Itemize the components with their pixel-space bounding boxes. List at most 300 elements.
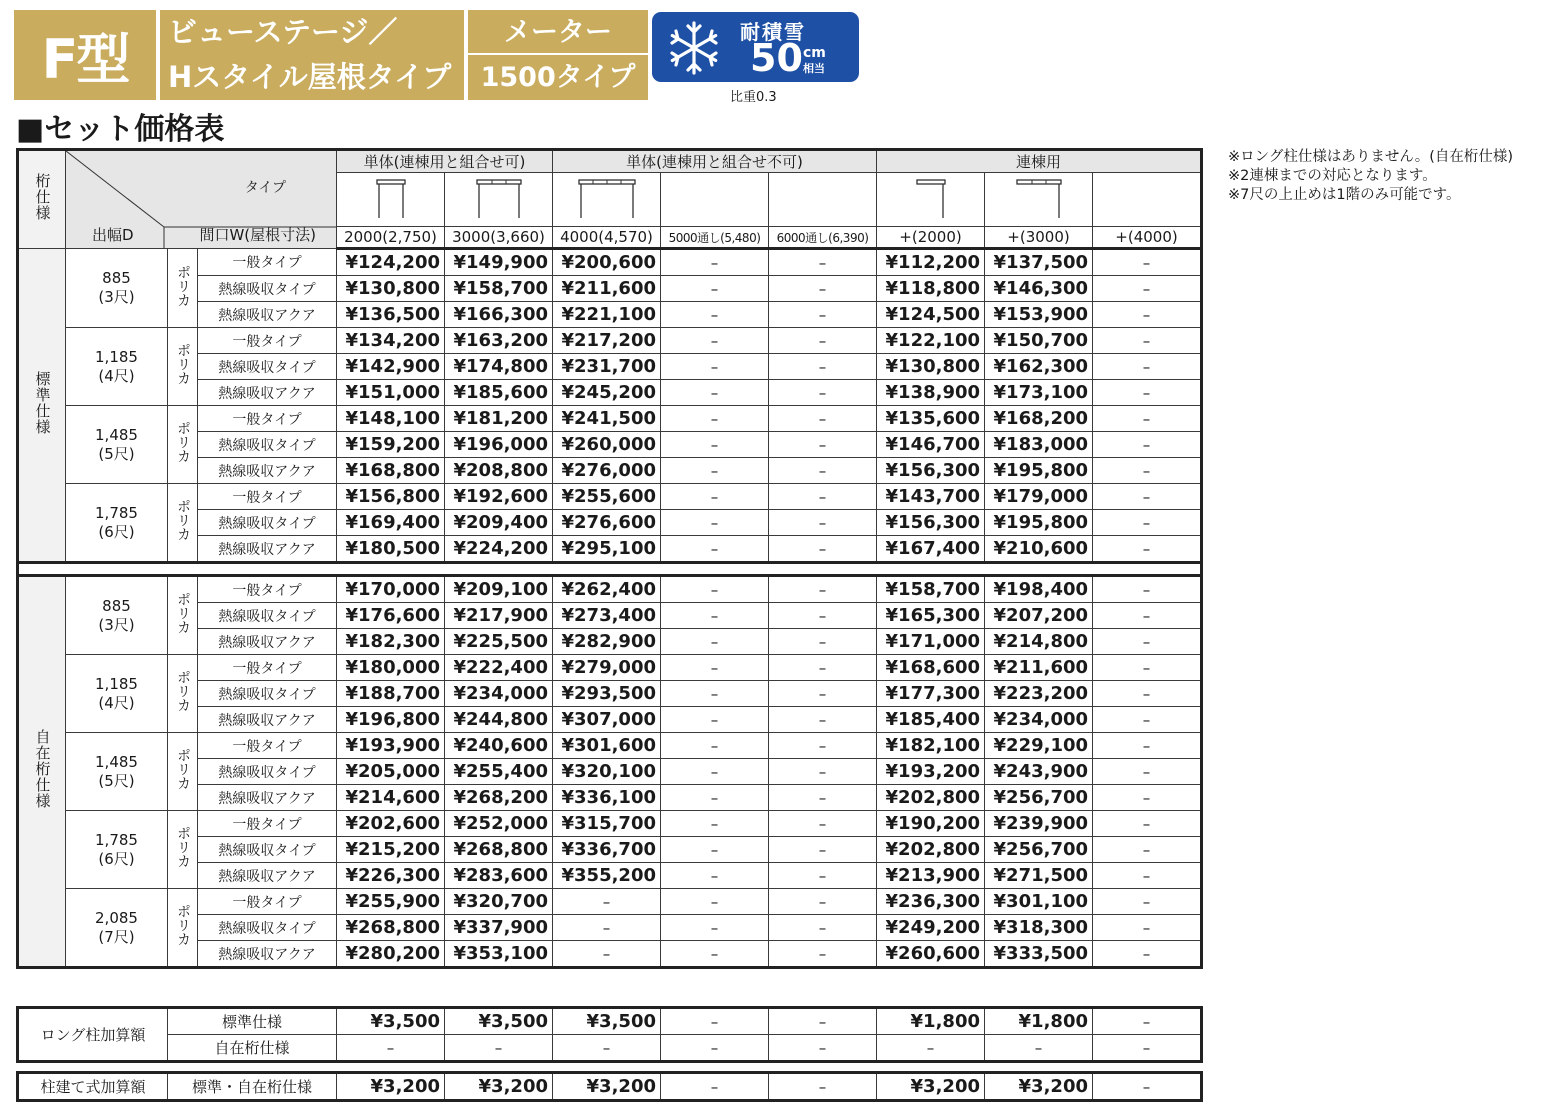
- price-unavailable: –: [661, 536, 769, 563]
- post-stand-label: 柱建て式加算額: [18, 1073, 168, 1101]
- price-unavailable: –: [1093, 354, 1202, 380]
- price-cell: ¥226,300: [337, 863, 445, 889]
- price-cell: ¥156,800: [337, 484, 445, 510]
- price-cell: ¥134,200: [337, 328, 445, 354]
- price-cell: ¥177,300: [877, 681, 985, 707]
- depth-cell: [66, 249, 168, 328]
- price-unavailable: –: [769, 785, 877, 811]
- price-unavailable: –: [661, 629, 769, 655]
- price-cell: ¥158,700: [445, 276, 553, 302]
- price-cell: ¥124,500: [877, 302, 985, 328]
- price-cell: ¥280,200: [337, 941, 445, 968]
- price-cell: ¥1,800: [877, 1008, 985, 1035]
- price-unavailable: –: [769, 510, 877, 536]
- material-cell: [168, 733, 198, 811]
- price-unavailable: –: [769, 837, 877, 863]
- price-cell: ¥210,600: [985, 536, 1093, 563]
- price-cell: ¥118,800: [877, 276, 985, 302]
- size-type: 1500タイプ: [480, 62, 636, 93]
- price-cell: ¥136,500: [337, 302, 445, 328]
- price-cell: ¥159,200: [337, 432, 445, 458]
- material-label: ポリカ: [175, 670, 191, 712]
- note-item: ※2連棟までの対応となります。: [1228, 168, 1437, 184]
- price-cell: ¥3,500: [445, 1008, 553, 1035]
- table-row: [18, 1035, 1202, 1062]
- price-cell: ¥260,000: [553, 432, 661, 458]
- price-unavailable: –: [661, 863, 769, 889]
- group-header: 連棟用: [877, 150, 1202, 173]
- price-unavailable: –: [661, 681, 769, 707]
- price-cell: ¥209,400: [445, 510, 553, 536]
- group-header: 単体(連棟用と組合せ可): [337, 150, 553, 173]
- price-cell: ¥165,300: [877, 603, 985, 629]
- single-span-icon: [575, 176, 639, 220]
- price-unavailable: –: [661, 811, 769, 837]
- post-stand-spec: 標準・自在桁仕様: [168, 1073, 337, 1101]
- price-cell: ¥135,600: [877, 406, 985, 432]
- material-label: ポリカ: [175, 592, 191, 634]
- price-cell: ¥231,700: [553, 354, 661, 380]
- price-cell: ¥211,600: [553, 276, 661, 302]
- price-cell: ¥243,900: [985, 759, 1093, 785]
- price-unavailable: –: [1093, 1073, 1202, 1101]
- depth-shaku: (5尺): [98, 444, 135, 463]
- price-cell: ¥193,900: [337, 733, 445, 759]
- price-cell: ¥163,200: [445, 328, 553, 354]
- table-row: [18, 1008, 1202, 1035]
- price-cell: ¥156,300: [877, 458, 985, 484]
- long-post-label: ロング柱加算額: [18, 1008, 168, 1062]
- price-cell: ¥202,600: [337, 811, 445, 837]
- price-cell: ¥179,000: [985, 484, 1093, 510]
- spec-cell: [18, 249, 66, 563]
- price-cell: ¥149,900: [445, 249, 553, 276]
- price-cell: ¥148,100: [337, 406, 445, 432]
- roof-type-cell: 熱線吸収アクア: [198, 785, 337, 811]
- series-line-2: Hスタイル屋根タイプ: [168, 60, 452, 94]
- spec-label: 自在桁仕様: [33, 729, 52, 809]
- single-span-icon: [473, 176, 525, 220]
- depth-shaku: (3尺): [98, 288, 135, 306]
- price-unavailable: –: [769, 328, 877, 354]
- price-cell: ¥229,100: [985, 733, 1093, 759]
- table-row: [18, 484, 1202, 510]
- depth-shaku: (4尺): [98, 366, 135, 385]
- post-stand-body: [18, 1073, 1202, 1101]
- price-cell: ¥255,900: [337, 889, 445, 915]
- structure-diagram: [445, 173, 553, 227]
- type-header: タイプ: [244, 180, 287, 196]
- depth-mm: 885: [102, 596, 131, 615]
- price-cell: ¥137,500: [985, 249, 1093, 276]
- price-unavailable: –: [661, 302, 769, 328]
- material-cell: [168, 484, 198, 563]
- width-header-cell: 4000(4,570): [553, 227, 661, 249]
- section-title: ■セット価格表: [16, 112, 225, 147]
- price-cell: ¥236,300: [877, 889, 985, 915]
- price-cell: ¥320,100: [553, 759, 661, 785]
- price-unavailable: –: [661, 1008, 769, 1035]
- price-cell: ¥215,200: [337, 837, 445, 863]
- price-cell: ¥188,700: [337, 681, 445, 707]
- price-unavailable: –: [769, 603, 877, 629]
- price-cell: ¥283,600: [445, 863, 553, 889]
- price-cell: ¥168,800: [337, 458, 445, 484]
- price-unavailable: –: [661, 406, 769, 432]
- price-unavailable: –: [769, 681, 877, 707]
- price-unavailable: –: [769, 484, 877, 510]
- price-cell: ¥168,200: [985, 406, 1093, 432]
- price-cell: ¥255,400: [445, 759, 553, 785]
- price-cell: ¥268,200: [445, 785, 553, 811]
- price-unavailable: –: [553, 941, 661, 968]
- price-cell: ¥214,800: [985, 629, 1093, 655]
- table-body: [18, 249, 1202, 968]
- group-header: 単体(連棟用と組合せ不可): [553, 150, 877, 173]
- price-cell: ¥151,000: [337, 380, 445, 406]
- price-cell: ¥3,200: [445, 1073, 553, 1101]
- price-cell: ¥181,200: [445, 406, 553, 432]
- width-header-cell: 2000(2,750): [337, 227, 445, 249]
- width-header-cell: +(2000): [877, 227, 985, 249]
- material-cell: [168, 328, 198, 406]
- width-header-cell: +(4000): [1093, 227, 1202, 249]
- roof-type-cell: 熱線吸収タイプ: [198, 432, 337, 458]
- roof-type-cell: 熱線吸収アクア: [198, 458, 337, 484]
- roof-type-cell: 一般タイプ: [198, 328, 337, 354]
- price-unavailable: –: [769, 536, 877, 563]
- price-cell: ¥307,000: [553, 707, 661, 733]
- price-unavailable: –: [1093, 655, 1202, 681]
- price-unavailable: –: [1093, 302, 1202, 328]
- price-unavailable: –: [769, 1035, 877, 1062]
- price-unavailable: –: [769, 432, 877, 458]
- price-unavailable: –: [661, 380, 769, 406]
- material-cell: [168, 889, 198, 968]
- price-cell: ¥112,200: [877, 249, 985, 276]
- price-unavailable: –: [1093, 707, 1202, 733]
- material-label: ポリカ: [175, 826, 191, 868]
- price-unavailable: –: [661, 941, 769, 968]
- price-unavailable: –: [769, 629, 877, 655]
- price-unavailable: –: [1093, 458, 1202, 484]
- price-cell: ¥198,400: [985, 576, 1093, 603]
- price-unavailable: –: [769, 380, 877, 406]
- price-unavailable: –: [1093, 681, 1202, 707]
- price-unavailable: –: [1093, 915, 1202, 941]
- price-unavailable: –: [1093, 759, 1202, 785]
- spec-cell: [18, 576, 66, 968]
- price-cell: ¥221,100: [553, 302, 661, 328]
- price-cell: ¥196,800: [337, 707, 445, 733]
- roof-type-cell: 熱線吸収タイプ: [198, 759, 337, 785]
- roof-type-cell: 熱線吸収タイプ: [198, 915, 337, 941]
- price-cell: ¥211,600: [985, 655, 1093, 681]
- depth-mm: 1,785: [95, 503, 138, 522]
- roof-type-cell: 一般タイプ: [198, 484, 337, 510]
- price-cell: ¥3,200: [985, 1073, 1093, 1101]
- depth-cell: [66, 889, 168, 968]
- price-cell: ¥195,800: [985, 458, 1093, 484]
- material-cell: [168, 576, 198, 655]
- material-label: ポリカ: [175, 748, 191, 790]
- price-unavailable: –: [661, 249, 769, 276]
- price-unavailable: –: [661, 759, 769, 785]
- price-cell: ¥252,000: [445, 811, 553, 837]
- material-label: ポリカ: [175, 499, 191, 541]
- price-cell: ¥143,700: [877, 484, 985, 510]
- price-cell: ¥271,500: [985, 863, 1093, 889]
- price-cell: ¥171,000: [877, 629, 985, 655]
- price-cell: ¥268,800: [337, 915, 445, 941]
- price-unavailable: –: [661, 915, 769, 941]
- add-span-icon: [911, 176, 951, 220]
- price-unavailable: –: [769, 406, 877, 432]
- depth-cell: [66, 328, 168, 406]
- roof-type-cell: 熱線吸収アクア: [198, 941, 337, 968]
- price-cell: ¥353,100: [445, 941, 553, 968]
- roof-type-cell: 一般タイプ: [198, 576, 337, 603]
- price-unavailable: –: [769, 889, 877, 915]
- price-cell: ¥240,600: [445, 733, 553, 759]
- price-cell: ¥169,400: [337, 510, 445, 536]
- price-unavailable: –: [769, 458, 877, 484]
- price-unavailable: –: [1093, 889, 1202, 915]
- price-cell: ¥208,800: [445, 458, 553, 484]
- price-cell: ¥122,100: [877, 328, 985, 354]
- price-cell: ¥217,900: [445, 603, 553, 629]
- long-post-body: [18, 1008, 1202, 1062]
- price-unavailable: –: [661, 484, 769, 510]
- material-label: ポリカ: [175, 343, 191, 385]
- price-cell: ¥244,800: [445, 707, 553, 733]
- table-header: [18, 150, 1202, 249]
- structure-diagram-empty: [769, 173, 877, 227]
- price-cell: ¥276,600: [553, 510, 661, 536]
- unit-box: [468, 10, 648, 100]
- price-unavailable: –: [1093, 785, 1202, 811]
- roof-type-cell: 熱線吸収タイプ: [198, 681, 337, 707]
- long-post-table: [16, 1006, 1203, 1063]
- price-cell: ¥173,100: [985, 380, 1093, 406]
- price-cell: ¥301,100: [985, 889, 1093, 915]
- width-header-cell: +(3000): [985, 227, 1093, 249]
- long-post-spec: 自在桁仕様: [168, 1035, 337, 1062]
- price-unavailable: –: [1093, 1035, 1202, 1062]
- axis-header: [66, 150, 337, 249]
- notes: [1228, 148, 1513, 205]
- table-row: [18, 328, 1202, 354]
- price-unavailable: –: [1093, 484, 1202, 510]
- price-unavailable: –: [1093, 536, 1202, 563]
- series-line-1: ビューステージ／: [168, 15, 398, 49]
- post-stand-table: [16, 1071, 1203, 1102]
- depth-cell: [66, 733, 168, 811]
- structure-diagram-empty: [661, 173, 769, 227]
- price-cell: ¥217,200: [553, 328, 661, 354]
- price-cell: ¥320,700: [445, 889, 553, 915]
- price-cell: ¥336,700: [553, 837, 661, 863]
- price-cell: ¥156,300: [877, 510, 985, 536]
- price-cell: ¥222,400: [445, 655, 553, 681]
- long-post-spec: 標準仕様: [168, 1008, 337, 1035]
- structure-diagram: [877, 173, 985, 227]
- price-cell: ¥241,500: [553, 406, 661, 432]
- price-cell: ¥276,000: [553, 458, 661, 484]
- price-cell: ¥3,200: [877, 1073, 985, 1101]
- price-unavailable: –: [1093, 249, 1202, 276]
- price-unavailable: –: [1093, 837, 1202, 863]
- price-cell: ¥3,200: [553, 1073, 661, 1101]
- price-unavailable: –: [661, 655, 769, 681]
- spec-label: 標準仕様: [33, 370, 52, 435]
- price-unavailable: –: [661, 707, 769, 733]
- price-unavailable: –: [661, 510, 769, 536]
- price-cell: ¥176,600: [337, 603, 445, 629]
- price-cell: ¥146,300: [985, 276, 1093, 302]
- price-cell: ¥355,200: [553, 863, 661, 889]
- gap-cell: [18, 563, 1202, 576]
- price-cell: ¥138,900: [877, 380, 985, 406]
- price-unavailable: –: [661, 785, 769, 811]
- price-unavailable: –: [769, 707, 877, 733]
- depth-shaku: (7尺): [98, 927, 135, 946]
- price-cell: ¥234,000: [985, 707, 1093, 733]
- spec-header-label: 桁仕様: [33, 173, 52, 221]
- roof-type-cell: 一般タイプ: [198, 655, 337, 681]
- price-cell: ¥337,900: [445, 915, 553, 941]
- price-cell: ¥223,200: [985, 681, 1093, 707]
- snow-sub: 相当: [803, 62, 825, 75]
- price-unavailable: –: [1093, 432, 1202, 458]
- snow-label: 耐積雪: [740, 20, 806, 44]
- roof-type-cell: 一般タイプ: [198, 249, 337, 276]
- price-cell: ¥190,200: [877, 811, 985, 837]
- price-unavailable: –: [1093, 510, 1202, 536]
- material-cell: [168, 655, 198, 733]
- model-name: F型: [14, 10, 156, 100]
- width-header-cell: 3000(3,660): [445, 227, 553, 249]
- snow-unit: cm: [803, 45, 826, 61]
- price-cell: ¥180,500: [337, 536, 445, 563]
- single-span-icon: [371, 176, 411, 220]
- note-item: ※ロング柱仕様はありません。(自在桁仕様): [1228, 149, 1514, 165]
- price-cell: ¥256,700: [985, 837, 1093, 863]
- roof-type-cell: 熱線吸収アクア: [198, 302, 337, 328]
- material-cell: [168, 249, 198, 328]
- roof-type-cell: 熱線吸収アクア: [198, 707, 337, 733]
- price-cell: ¥162,300: [985, 354, 1093, 380]
- table-row: [18, 733, 1202, 759]
- roof-type-cell: 熱線吸収タイプ: [198, 510, 337, 536]
- price-cell: ¥153,900: [985, 302, 1093, 328]
- price-cell: ¥207,200: [985, 603, 1093, 629]
- price-cell: ¥245,200: [553, 380, 661, 406]
- price-cell: ¥205,000: [337, 759, 445, 785]
- structure-diagram-empty: [1093, 173, 1202, 227]
- roof-type-cell: 熱線吸収タイプ: [198, 276, 337, 302]
- series-name: [160, 10, 464, 100]
- price-unavailable: –: [769, 302, 877, 328]
- roof-type-cell: 熱線吸収アクア: [198, 863, 337, 889]
- price-cell: ¥225,500: [445, 629, 553, 655]
- price-cell: ¥214,600: [337, 785, 445, 811]
- depth-mm: 2,085: [95, 908, 138, 927]
- price-cell: ¥192,600: [445, 484, 553, 510]
- depth-mm: 1,185: [95, 674, 138, 693]
- price-unavailable: –: [769, 863, 877, 889]
- price-cell: ¥167,400: [877, 536, 985, 563]
- price-cell: ¥170,000: [337, 576, 445, 603]
- add-span-icon: [1013, 176, 1065, 220]
- table-row: [18, 811, 1202, 837]
- price-unavailable: –: [1093, 1008, 1202, 1035]
- price-unavailable: –: [1093, 941, 1202, 968]
- price-unavailable: –: [769, 759, 877, 785]
- price-unavailable: –: [661, 837, 769, 863]
- price-unavailable: –: [1093, 629, 1202, 655]
- price-cell: ¥336,100: [553, 785, 661, 811]
- price-unavailable: –: [445, 1035, 553, 1062]
- price-cell: ¥262,400: [553, 576, 661, 603]
- price-cell: ¥1,800: [985, 1008, 1093, 1035]
- material-label: ポリカ: [175, 264, 191, 307]
- depth-shaku: (6尺): [98, 849, 135, 868]
- table-row: [18, 249, 1202, 276]
- price-unavailable: –: [1093, 406, 1202, 432]
- price-unavailable: –: [985, 1035, 1093, 1062]
- table-row: [18, 655, 1202, 681]
- roof-type-cell: 熱線吸収アクア: [198, 536, 337, 563]
- price-unavailable: –: [553, 915, 661, 941]
- price-cell: ¥256,700: [985, 785, 1093, 811]
- note-item: ※7尺の上止めは1階のみ可能です。: [1228, 187, 1461, 203]
- roof-type-cell: 熱線吸収タイプ: [198, 837, 337, 863]
- snow-value: 50: [750, 36, 803, 80]
- price-cell: ¥200,600: [553, 249, 661, 276]
- price-unavailable: –: [769, 249, 877, 276]
- price-unavailable: –: [661, 1073, 769, 1101]
- width-header-cell: 5000通し(5,480): [661, 227, 769, 249]
- structure-diagram: [337, 173, 445, 227]
- price-unavailable: –: [1093, 380, 1202, 406]
- price-unavailable: –: [769, 354, 877, 380]
- price-unavailable: –: [769, 576, 877, 603]
- snowflake-icon: [666, 20, 722, 76]
- price-cell: ¥279,000: [553, 655, 661, 681]
- depth-cell: [66, 484, 168, 563]
- material-label: ポリカ: [175, 904, 191, 946]
- depth-cell: [66, 655, 168, 733]
- price-unavailable: –: [769, 811, 877, 837]
- price-unavailable: –: [661, 889, 769, 915]
- price-unavailable: –: [661, 1035, 769, 1062]
- depth-cell: [66, 406, 168, 484]
- price-cell: ¥213,900: [877, 863, 985, 889]
- price-unavailable: –: [877, 1035, 985, 1062]
- price-cell: ¥249,200: [877, 915, 985, 941]
- roof-type-cell: 熱線吸収アクア: [198, 629, 337, 655]
- price-cell: ¥146,700: [877, 432, 985, 458]
- roof-type-cell: 一般タイプ: [198, 733, 337, 759]
- price-cell: ¥183,000: [985, 432, 1093, 458]
- price-cell: ¥130,800: [337, 276, 445, 302]
- price-cell: ¥3,200: [337, 1073, 445, 1101]
- price-cell: ¥202,800: [877, 837, 985, 863]
- width-header: 間口W(屋根寸法): [199, 226, 317, 244]
- depth-shaku: (5尺): [98, 771, 135, 790]
- roof-type-cell: 熱線吸収アクア: [198, 380, 337, 406]
